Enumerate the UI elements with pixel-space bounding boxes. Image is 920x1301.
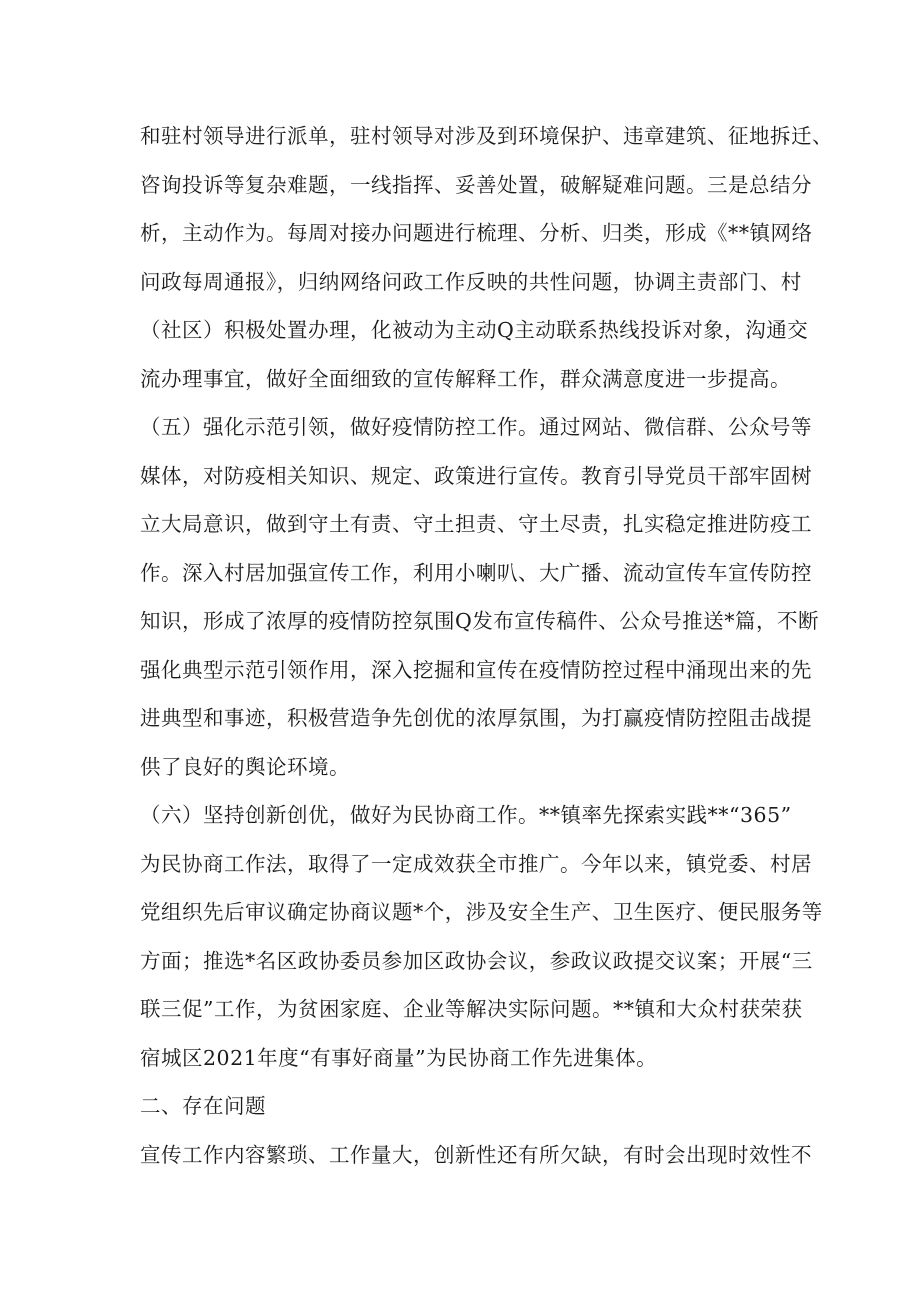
text-line: 强化典型示范引领作用，深入挖掘和宣传在疫情防控过程中涌现出来的先 <box>140 657 812 682</box>
text-line: 党组织先后审议确定协商议题*个，涉及安全生产、卫生医疗、便民服务等 <box>140 900 823 924</box>
text-line: 作。深入村居加强宣传工作，利用小喇叭、大广播、流动宣传车宣传防控 <box>140 560 812 585</box>
text-line: 宿城区2021年度“有事好商量”为民协商工作先进集体。 <box>140 1045 658 1070</box>
text-line: 立大局意识，做到守土有责、守土担责、守土尽责，扎实稳定推进防疫工 <box>140 512 812 536</box>
text-line: 咨询投诉等复杂难题，一线指挥、妥善处置，破解疑难问题。三是总结分 <box>140 172 812 197</box>
text-line: 问政每周通报》，归纳网络问政工作反映的共性问题，协调主责部门、村 <box>140 269 802 294</box>
text-line: 宣传工作内容繁琐、工作量大，创新性还有所欠缺，有时会出现时效性不 <box>140 1142 812 1167</box>
text-line: 析，主动作为。每周对接办问题进行梳理、分析、归类，形成《**镇网络 <box>140 221 813 245</box>
text-line: 供了良好的舆论环境。 <box>140 754 350 779</box>
text-line: 和驻村领导进行派单，驻村领导对涉及到环境保护、违章建筑、征地拆迁、 <box>140 124 833 148</box>
text-line: 为民协商工作法，取得了一定成效获全市推广。今年以来，镇党委、村居 <box>140 851 812 876</box>
text-line: 媒体，对防疫相关知识、规定、政策进行宣传。教育引导党员干部牢固树 <box>140 463 812 488</box>
text-line: （社区）积极处置办理，化被动为主动Q主动联系热线投诉对象，沟通交 <box>140 318 809 342</box>
text-line: 二、存在问题 <box>140 1094 266 1118</box>
document-body <box>140 112 833 1179</box>
text-line: 联三促”工作，为贫困家庭、企业等解决实际问题。**镇和大众村获荣获 <box>140 997 803 1021</box>
text-line: 流办理事宜，做好全面细致的宣传解释工作，群众满意度进一步提高。 <box>140 366 791 391</box>
text-line: 方面；推选*名区政协委员参加区政协会议，参政议政提交议案；开展“三 <box>140 948 813 973</box>
text-line: （六）坚持创新创优，做好为民协商工作。**镇率先探索实践**“365” <box>140 803 792 827</box>
text-line: 进典型和事迹，积极营造争先创优的浓厚氛围，为打赢疫情防控阻击战提 <box>140 706 812 730</box>
text-line: （五）强化示范引领，做好疫情防控工作。通过网站、微信群、公众号等 <box>140 415 812 439</box>
text-line: 知识，形成了浓厚的疫情防控氛围Q发布宣传稿件、公众号推送*篇，不断 <box>140 609 820 633</box>
